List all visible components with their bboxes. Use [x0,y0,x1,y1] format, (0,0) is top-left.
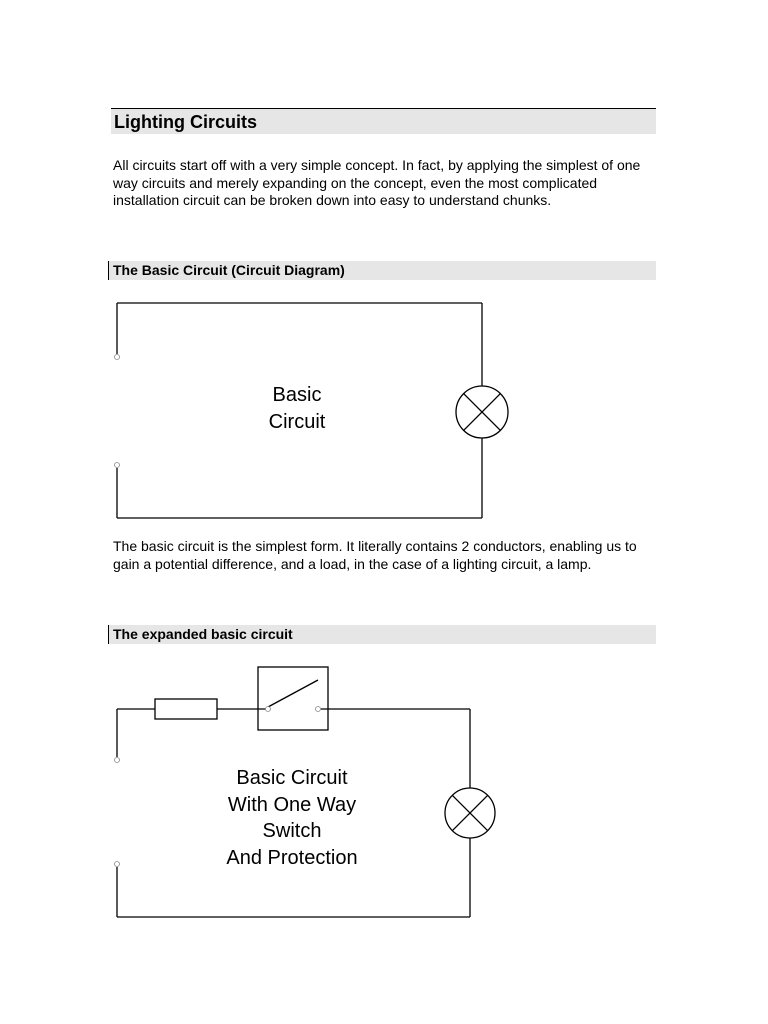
terminal-top [115,758,120,763]
diagram-label-line-2: Circuit [268,411,326,433]
expanded-circuit-diagram [0,655,768,935]
switch-contact-left [266,707,271,712]
terminal-bottom [115,463,120,468]
intro-paragraph: All circuits start off with a very simple concept. In fact, by applying the simplest of one way circuits and merely expanding on the concept, even the most complicated installation circuit can be broken down into easy to understand chunks. [113,157,641,208]
diagram-label-line-1: Basic Circuit [236,767,348,789]
switch-box [258,667,328,730]
terminal-bottom [115,862,120,867]
page-title: Lighting Circuits [111,108,656,134]
diagram-label-line-4: And Protection [226,847,358,869]
diagram-label-line-1: Basic [272,384,322,406]
diagram-label-line-3: Switch [262,820,322,842]
basic-circuit-description: The basic circuit is the simplest form. It literally contains 2 conductors, enabling us to gain a potential difference, and a load, in the case of a lighting circuit, a lamp. [113,538,637,572]
section-heading-expanded-circuit: The expanded basic circuit [108,625,656,644]
diagram-label-line-2: With One Way [227,794,357,816]
switch-contact-right [316,707,321,712]
section-heading-basic-circuit: The Basic Circuit (Circuit Diagram) [108,261,656,280]
terminal-top [115,355,120,360]
switch-blade [268,680,318,707]
basic-circuit-diagram [0,290,768,530]
fuse-symbol [155,699,217,719]
